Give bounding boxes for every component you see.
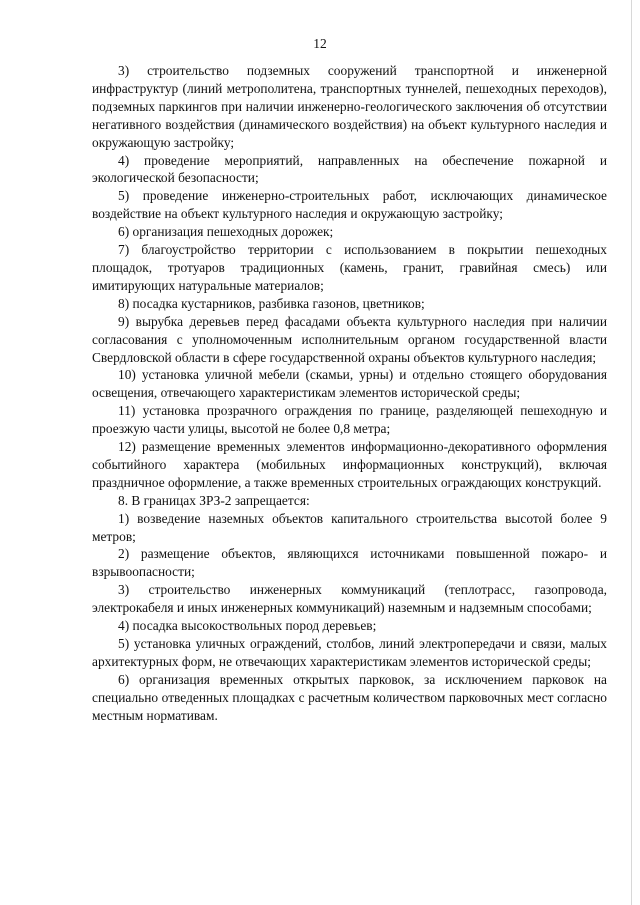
paragraph-item-4-fire-safety: 4) проведение мероприятий, направленных на обеспечение пожарной и экологической безопасности; <box>92 152 607 186</box>
paragraph-item-6-footpaths: 6) организация пешеходных дорожек; <box>118 224 334 240</box>
section-heading-zrz2-prohibited: 8. В границах ЗРЗ-2 запрещается: <box>118 492 310 508</box>
page-number: 12 <box>313 36 327 51</box>
document-body <box>92 62 607 725</box>
prohibited-item-2-hazard-objects: 2) размещение объектов, являющихся источниками повышенной пожаро- и взрывоопасности; <box>92 546 607 580</box>
paragraph-item-7-landscaping: 7) благоустройство территории с использованием в покрытии пешеходных площадок, тротуаров традиционных (камень, гранит, гравийная смесь) или имитирующих натуральные материалов; <box>92 242 607 293</box>
prohibited-item-6-temporary-parking: 6) организация временных открытых парковок, за исключением парковок на специально отведенных площадках с расчетным количеством парковочных мест согласно местным нормативам. <box>92 671 607 723</box>
prohibited-item-1-building-height: 1) возведение наземных объектов капитального строительства высотой более 9 метров; <box>92 510 607 544</box>
paragraph-item-9-tree-felling: 9) вырубка деревьев перед фасадами объекта культурного наследия при наличии согласования с уполномоченным исполнительным органом государственной власти Свердловской области в сфере государственной охраны объектов культурного наследия; <box>92 313 607 365</box>
scan-edge-line <box>631 0 632 905</box>
prohibited-item-3-utilities: 3) строительство инженерных коммуникаций (теплотрасс, газопровода, электрокабеля и иных инженерных коммуникаций) наземным и надземным способами; <box>92 582 607 616</box>
prohibited-item-4-tall-trees: 4) посадка высокоствольных пород деревьев; <box>118 618 377 634</box>
paragraph-item-12-temporary-elements: 12) размещение временных элементов информационно-декоративного оформления событийного характера (мобильных информационных конструкций), включая праздничное оформление, а также временных строительных ограждающих конструкций. <box>92 439 607 490</box>
prohibited-item-5-street-structures: 5) установка уличных ограждений, столбов, линий электропередачи и связи, малых архитектурных форм, не отвечающих характеристикам элементов исторической среды; <box>92 636 607 669</box>
paragraph-item-3-underground: 3) строительство подземных сооружений транспортной и инженерной инфраструктур (линий метрополитена, транспортных туннелей, пешеходных переходов), подземных паркингов при наличии инженерно-геологического заключения об отсутствии негативного воздействия (динамического воздействия) на объект культурного наследия и окружающую застройку; <box>92 63 607 150</box>
paragraph-item-10-street-furniture: 10) установка уличной мебели (скамьи, урны) и отдельно стоящего оборудования освещения, отвечающего характеристикам элементов исторической среды; <box>92 367 607 401</box>
paragraph-item-8-planting: 8) посадка кустарников, разбивка газонов, цветников; <box>118 295 425 311</box>
paragraph-item-11-fencing: 11) установка прозрачного ограждения по границе, разделяющей пешеходную и проезжую части улицы, высотой не более 0,8 метра; <box>92 403 607 437</box>
paragraph-item-5-engineering-works: 5) проведение инженерно-строительных работ, исключающих динамическое воздействие на объект культурного наследия и окружающую застройку; <box>92 188 607 222</box>
